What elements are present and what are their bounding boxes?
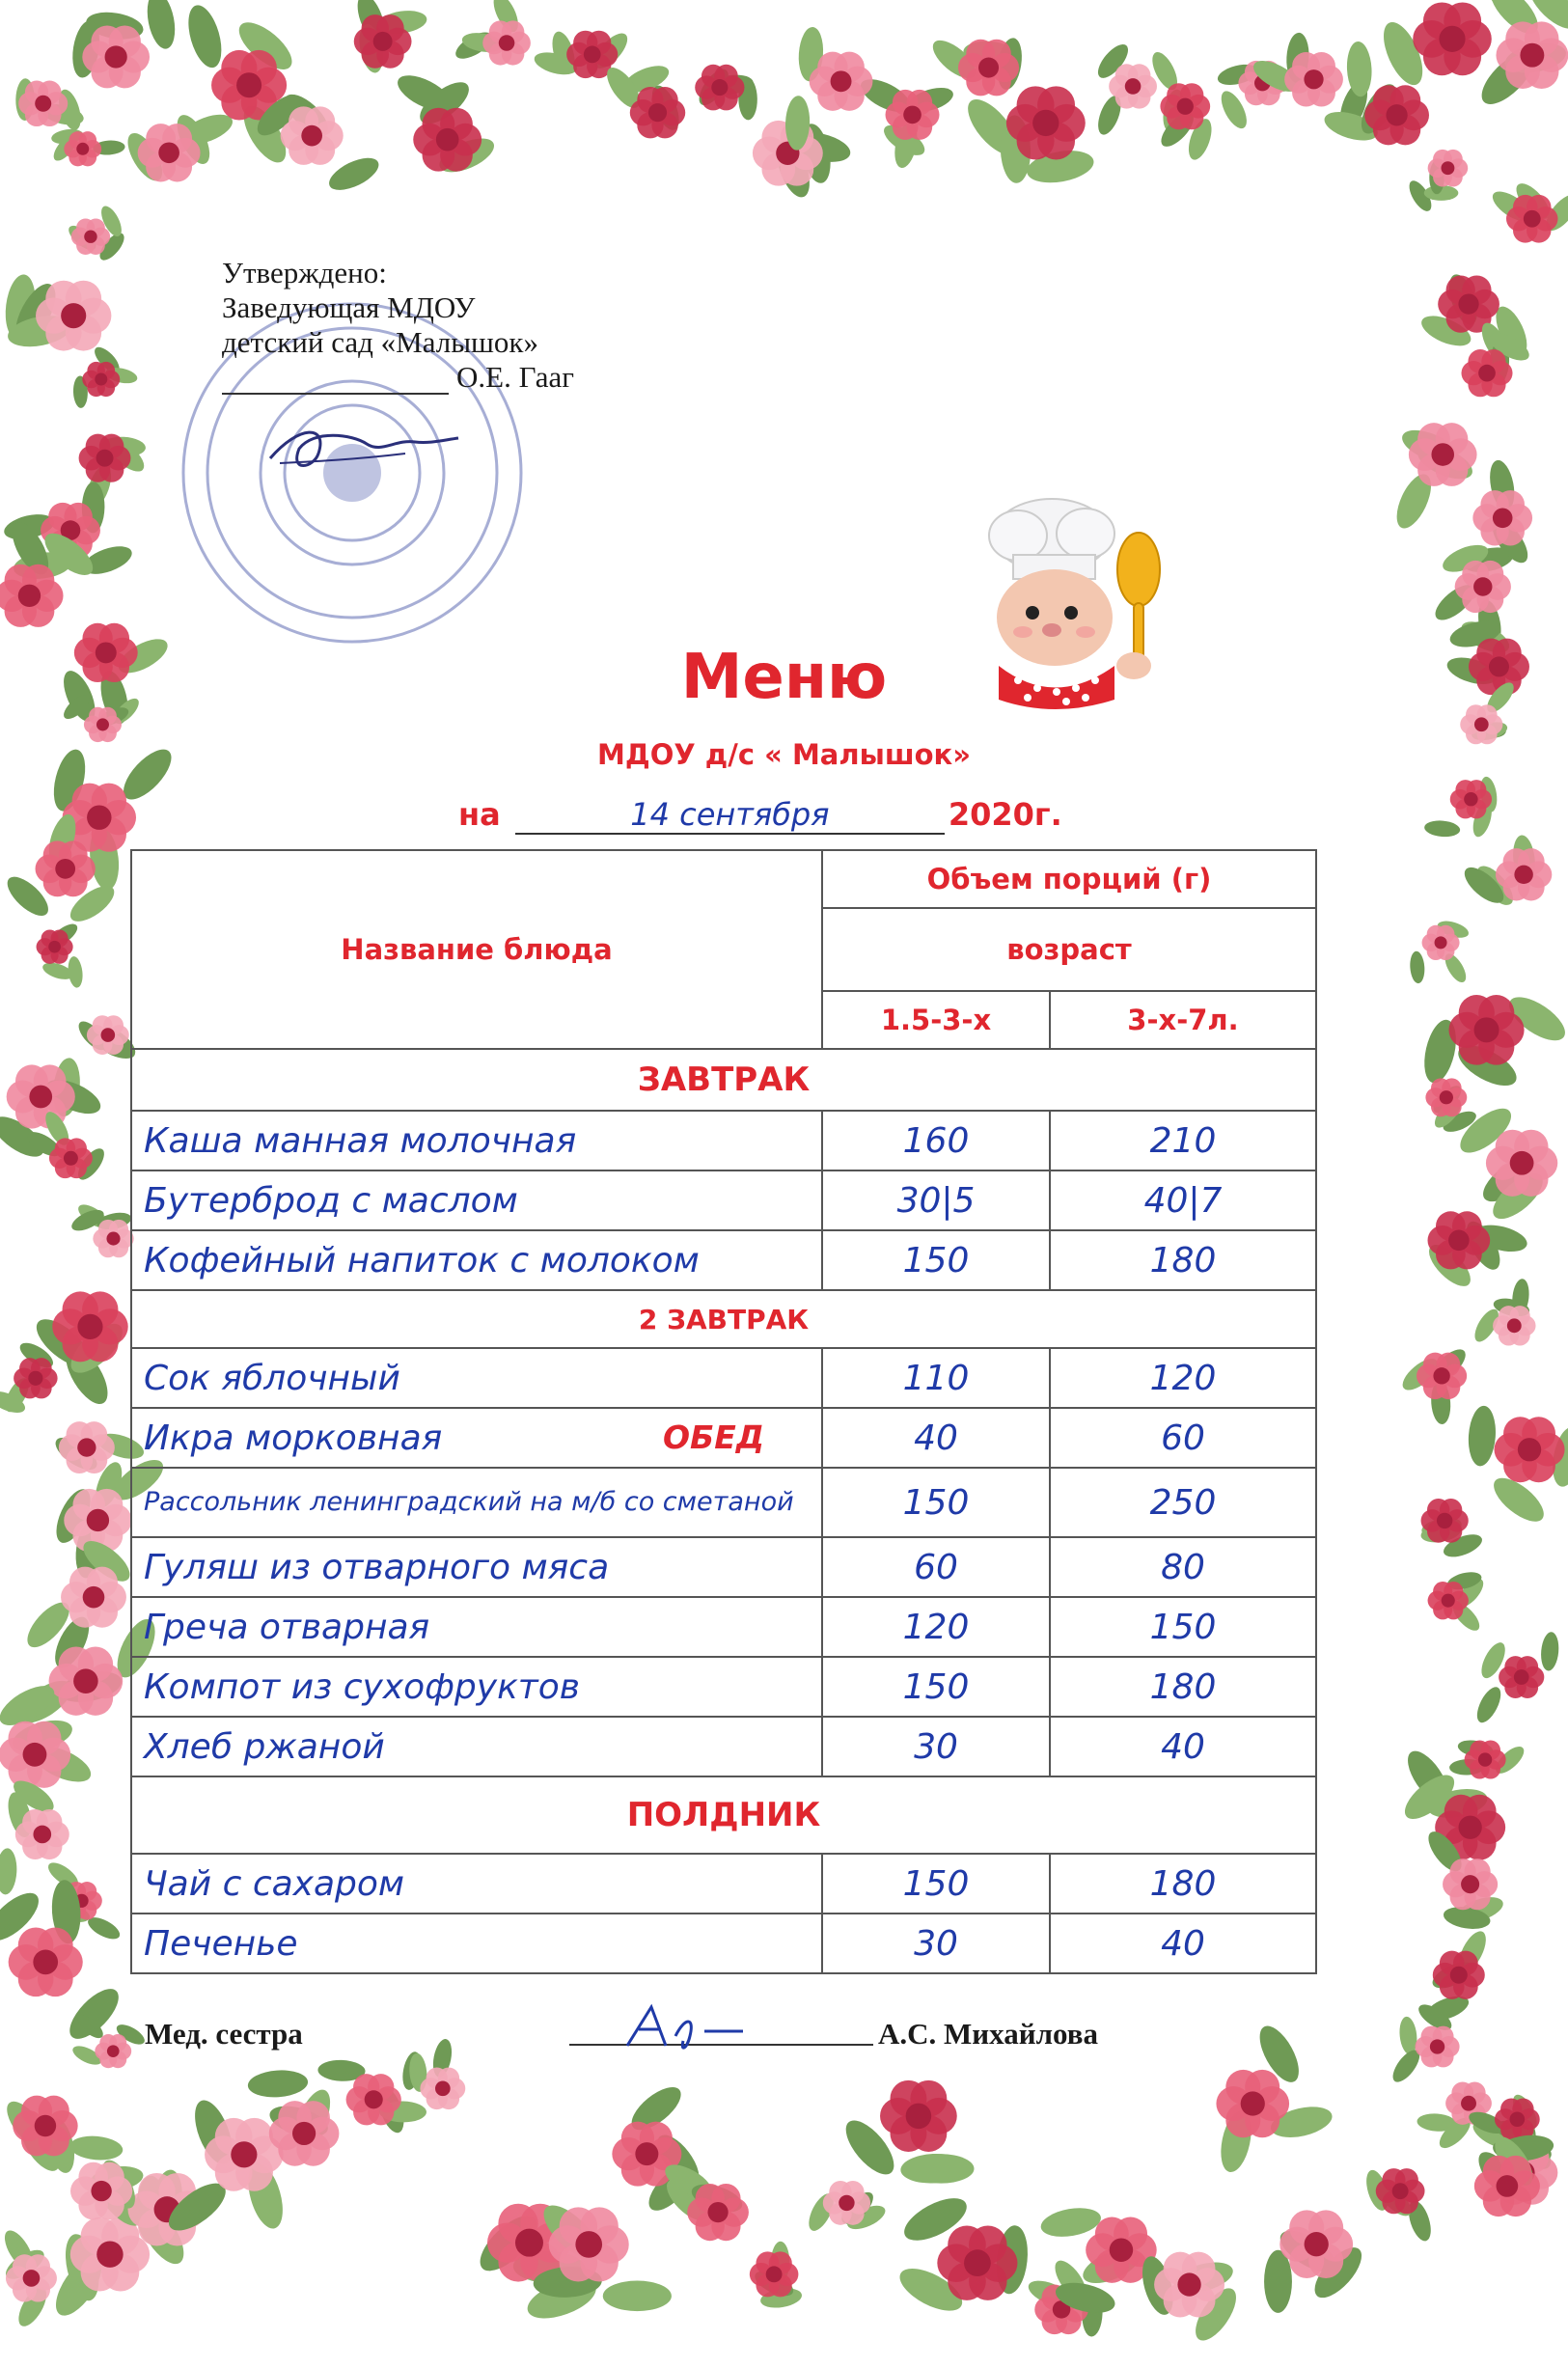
- nurse-signature: [598, 1993, 772, 2060]
- dish-name: Каша манная молочная: [131, 1111, 822, 1170]
- flower-decoration: [926, 34, 1025, 96]
- flower-decoration: [1428, 1569, 1488, 1635]
- flower-decoration: [72, 344, 138, 408]
- flower-decoration: [1264, 2210, 1369, 2312]
- table-row: [131, 1230, 1316, 1290]
- flower-decoration: [533, 2197, 672, 2312]
- page-title: Меню: [680, 642, 888, 713]
- dish-name: Компот из сухофруктов: [131, 1657, 822, 1717]
- portion-young: 150: [822, 1230, 1050, 1290]
- age-col-2: 3-х-7л.: [1050, 991, 1316, 1049]
- portion-older: 40: [1050, 1717, 1316, 1776]
- dish-name: Бутерброд с маслом: [131, 1170, 822, 1230]
- flower-decoration: [1472, 1631, 1560, 1725]
- portion-older: 40|7: [1050, 1170, 1316, 1230]
- portion-older: 60: [1050, 1408, 1316, 1468]
- approval-block: [222, 256, 675, 395]
- footer-name: А.С. Михайлова: [878, 2017, 1098, 2051]
- table-row: [131, 1914, 1316, 1973]
- flower-decoration: [838, 2080, 975, 2185]
- flower-decoration: [1467, 1405, 1568, 1529]
- dish-name: Икра морковная ОБЕД: [131, 1408, 822, 1468]
- portion-older: 80: [1050, 1537, 1316, 1597]
- page-subtitle: МДОУ д/с « Малышок»: [597, 738, 971, 771]
- flower-decoration: [452, 0, 531, 66]
- portion-young: 40: [822, 1408, 1050, 1468]
- flower-decoration: [1488, 179, 1568, 243]
- flower-decoration: [1449, 1738, 1528, 1779]
- portion-young: 60: [822, 1537, 1050, 1597]
- flower-decoration: [750, 2242, 804, 2311]
- date-prefix: на: [458, 796, 501, 833]
- flower-decoration: [959, 86, 1096, 187]
- portion-older: 210: [1050, 1111, 1316, 1170]
- flower-decoration: [694, 65, 757, 121]
- flower-decoration: [0, 1879, 126, 2047]
- table-row: [131, 1854, 1316, 1914]
- approval-name: О.Е. Гааг: [456, 360, 574, 394]
- portion-young: 30: [822, 1717, 1050, 1776]
- table-row: [131, 1468, 1316, 1537]
- table-row: [131, 1170, 1316, 1230]
- flower-decoration: [65, 203, 128, 263]
- flower-decoration: [1389, 423, 1476, 533]
- flower-decoration: [69, 0, 179, 88]
- flower-decoration: [1422, 1211, 1529, 1293]
- table-row: [131, 1597, 1316, 1657]
- dish-name: Гуляш из отварного мяса: [131, 1537, 822, 1597]
- section-title: 2 ЗАВТРАК: [131, 1290, 1316, 1348]
- portion-older: 250: [1050, 1468, 1316, 1537]
- flower-decoration: [1397, 1344, 1471, 1425]
- dish-name: Сок яблочный: [131, 1348, 822, 1408]
- section-title: ОБЕД: [663, 1418, 765, 1456]
- dish-name: Чай с сахаром: [131, 1854, 822, 1914]
- portion-older: 180: [1050, 1854, 1316, 1914]
- portion-young: 150: [822, 1854, 1050, 1914]
- portion-older: 180: [1050, 1230, 1316, 1290]
- approval-signature-line: [222, 360, 675, 395]
- portion-older: 180: [1050, 1657, 1316, 1717]
- age-col-1: 1.5-3-х: [822, 991, 1050, 1049]
- footer-role: Мед. сестра: [145, 2017, 303, 2051]
- table-row: [131, 1111, 1316, 1170]
- date-handwritten: 14 сентября: [515, 796, 945, 835]
- flower-decoration: [121, 109, 236, 186]
- signature-underline: [222, 370, 449, 395]
- flower-decoration: [0, 2226, 57, 2330]
- portion-older: 120: [1050, 1348, 1316, 1408]
- approval-organization: детский сад «Малышок»: [222, 325, 538, 359]
- flower-decoration: [1419, 1499, 1485, 1561]
- portion-young: 30: [822, 1914, 1050, 1973]
- flower-decoration: [1156, 83, 1216, 162]
- age-header: возраст: [822, 908, 1316, 991]
- table-row: [131, 1657, 1316, 1717]
- portion-young: 30|5: [822, 1170, 1050, 1230]
- portion-young: 150: [822, 1657, 1050, 1717]
- section-title: ПОЛДНИК: [131, 1776, 1316, 1854]
- portion-young: 150: [822, 1468, 1050, 1537]
- approval-label: Утверждено:: [222, 256, 387, 289]
- flower-decoration: [1471, 1278, 1536, 1345]
- director-signature: [261, 405, 463, 482]
- menu-table: [130, 849, 1317, 1974]
- flower-decoration: [352, 0, 428, 75]
- date-suffix: 2020г.: [948, 796, 1062, 833]
- flower-decoration: [2, 273, 111, 352]
- portion-young: 120: [822, 1597, 1050, 1657]
- portion-older: 150: [1050, 1597, 1316, 1657]
- dish-name: Хлеб ржаной: [131, 1717, 822, 1776]
- flower-decoration: [69, 2011, 148, 2068]
- dish-name: Кофейный напиток с молоком: [131, 1230, 822, 1290]
- flower-decoration: [1459, 834, 1552, 910]
- portion-header: Объем порций (г): [822, 850, 1316, 908]
- flower-decoration: [1423, 776, 1499, 840]
- table-row: [131, 1408, 1316, 1468]
- flower-decoration: [1362, 2167, 1436, 2244]
- table-row: [131, 1537, 1316, 1597]
- portion-older: 40: [1050, 1914, 1316, 1973]
- portion-young: 160: [822, 1111, 1050, 1170]
- flower-decoration: [69, 1200, 134, 1258]
- table-row: [131, 1348, 1316, 1408]
- flower-decoration: [1419, 989, 1568, 1094]
- portion-young: 110: [822, 1348, 1050, 1408]
- flower-decoration: [1405, 150, 1468, 215]
- dish-name: Рассольник ленинградский на м/б со сметаной: [131, 1468, 822, 1537]
- approval-position: Заведующая МДОУ: [222, 290, 476, 324]
- flower-decoration: [393, 69, 499, 179]
- dish-name: Печенье: [131, 1914, 822, 1973]
- flower-decoration: [1409, 918, 1471, 985]
- section-title: ЗАВТРАК: [131, 1049, 1316, 1111]
- dish-name-header: Название блюда: [131, 850, 822, 1049]
- flower-decoration: [804, 2181, 889, 2235]
- flower-decoration: [15, 78, 86, 132]
- date-line: [458, 796, 1062, 835]
- flower-decoration: [49, 127, 125, 166]
- dish-name: Греча отварная: [131, 1597, 822, 1657]
- flower-decoration: [37, 920, 85, 988]
- flower-decoration: [0, 2095, 79, 2177]
- flower-decoration: [0, 1338, 58, 1418]
- flower-decoration: [1137, 2252, 1244, 2347]
- flower-decoration: [894, 2189, 1031, 2319]
- flower-decoration: [601, 61, 685, 139]
- table-row: [131, 1717, 1316, 1776]
- flower-decoration: [660, 2158, 749, 2241]
